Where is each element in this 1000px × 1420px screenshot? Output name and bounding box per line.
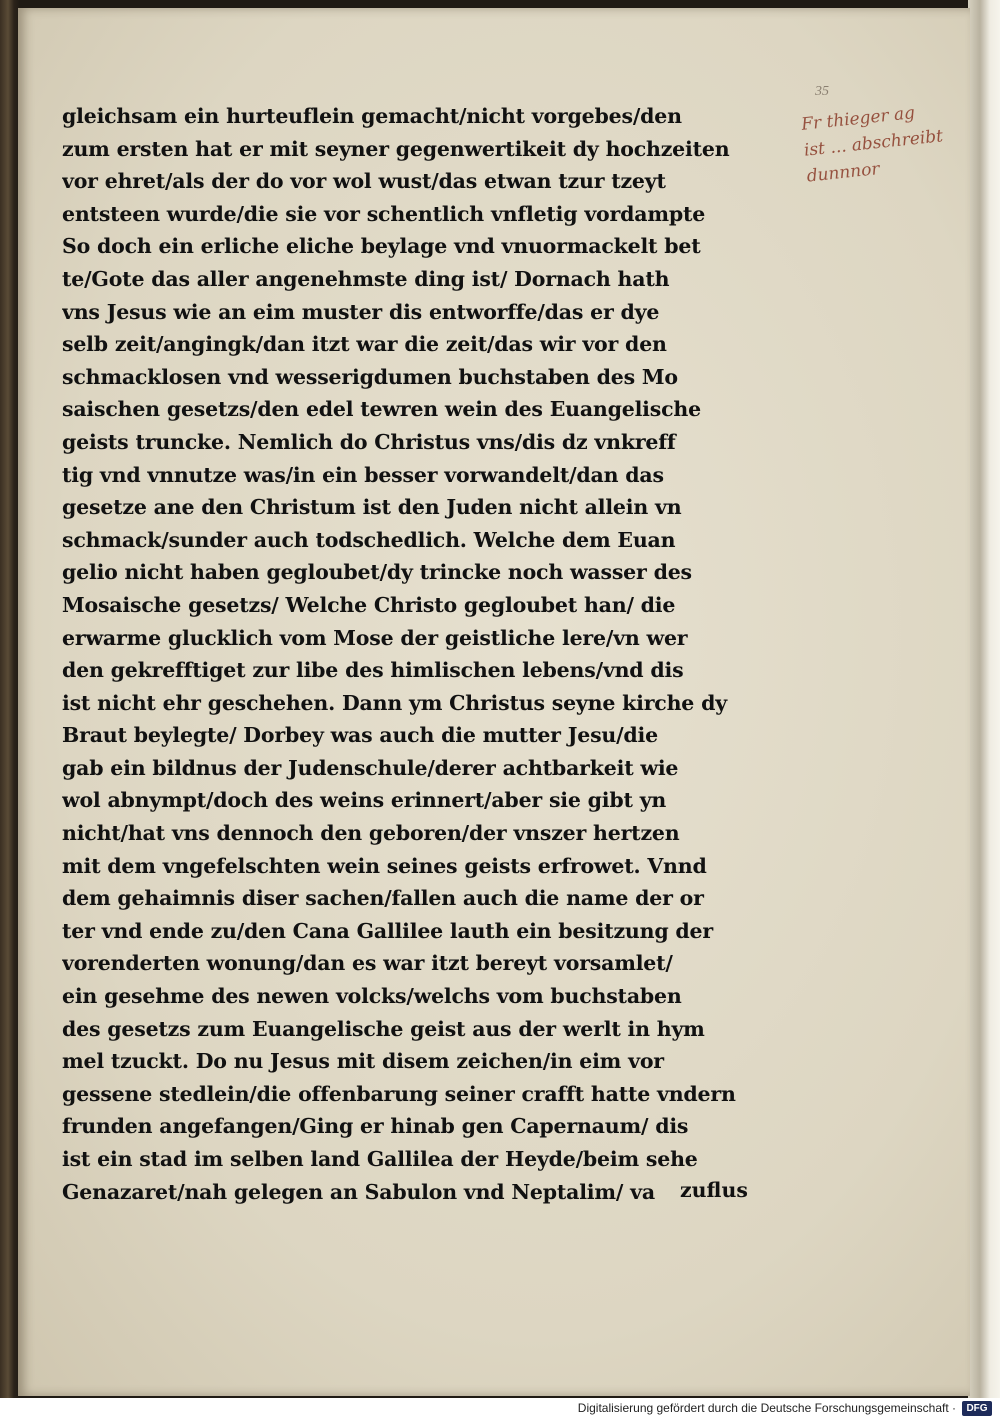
text-line: Braut beylegte/ Dorbey was auch die mutter Jesu/die [62, 723, 658, 748]
text-line: ist nicht ehr geschehen. Dann ym Christus seyne kirche dy [62, 690, 727, 715]
text-line: erwarme glucklich vom Mose der geistliche lere/vn wer [62, 625, 688, 650]
funding-notice: Digitalisierung gefördert durch die Deutsche Forschungsgemeinschaft · [577, 1401, 956, 1415]
text-line: vns Jesus wie an eim muster dis entworffe/das er dye [62, 299, 660, 324]
marginalia-line: ist ... abschreibt [803, 126, 944, 161]
text-line: So doch ein erliche eliche beylage vnd vnuormackelt bet [62, 234, 701, 259]
marginalia-line: Fr thieger ag [800, 103, 916, 135]
text-line: ein gesehme des newen volcks/welchs vom buchstaben [62, 984, 682, 1009]
text-line: schmack/sunder auch todschedlich. Welche dem Euan [62, 527, 676, 552]
footer-bar [0, 1398, 1000, 1420]
catchword: zuflus [680, 1178, 748, 1202]
marginalia-line: dunnnor [805, 159, 881, 187]
text-line: wol abnympt/doch des weins erinnert/aber sie gibt yn [62, 788, 667, 813]
printed-text-block [62, 100, 792, 1208]
text-line: mel tzuckt. Do nu Jesus mit disem zeichen/in eim vor [62, 1049, 664, 1074]
text-line: ter vnd ende zu/den Cana Gallilee lauth ein besitzung der [62, 918, 713, 943]
text-line: ist ein stad im selben land Gallilea der Heyde/beim sehe [62, 1147, 698, 1171]
text-line: vorenderten wonung/dan es war itzt bereyt vorsamlet/ [62, 951, 673, 976]
text-line: gleichsam ein hurteuflein gemacht/nicht vorgebes/den [62, 104, 682, 128]
text-line: geists truncke. Nemlich do Christus vns/dis dz vnkreff [62, 429, 676, 454]
text-line: entsteen wurde/die sie vor schentlich vnfletig vordampte [62, 201, 706, 226]
text-line: Mosaische gesetzs/ Welche Christo gegloubet han/ die [62, 592, 676, 617]
text-line: nicht/hat vns dennoch den geboren/der vnszer hertzen [62, 821, 680, 846]
text-line: dem gehaimnis diser sachen/fallen auch die name der or [62, 886, 704, 911]
text-line: zum ersten hat er mit seyner gegenwertikeit dy hochzeiten [62, 136, 730, 161]
text-line: vor ehret/als der do vor wol wust/das etwan tzur tzeyt [62, 169, 666, 194]
text-line: gessene stedlein/die offenbarung seiner crafft hatte vndern [62, 1081, 736, 1106]
text-line: des gesetzs zum Euangelische geist aus der werlt in hym [62, 1016, 705, 1041]
text-line: schmacklosen vnd wesserigdumen buchstaben des Mo [62, 364, 678, 389]
text-line: tig vnd vnnutze was/in ein besser vorwandelt/dan das [62, 462, 664, 487]
folio-number: 35 [815, 84, 829, 99]
text-line: frunden angefangen/Ging er hinab gen Capernaum/ dis [62, 1114, 689, 1139]
text-line: gelio nicht haben gegloubet/dy trincke noch wasser des [62, 560, 692, 585]
text-line: selb zeit/angingk/dan itzt war die zeit/das wir vor den [62, 332, 667, 357]
text-line: gab ein bildnus der Judenschule/derer achtbarkeit wie [62, 755, 679, 780]
text-line: Genazaret/nah gelegen an Sabulon vnd Neptalim/ va [62, 1179, 655, 1204]
dfg-logo: DFG [962, 1401, 992, 1416]
text-line: mit dem vngefelschten wein seines geists erfrowet. Vnnd [62, 853, 707, 878]
text-line: den gekrefftiget zur libe des himlischen lebens/vnd dis [62, 658, 684, 683]
text-line: saischen gesetzs/den edel tewren wein des Euangelische [62, 397, 701, 422]
text-line: gesetze ane den Christum ist den Juden nicht allein vn [62, 495, 682, 520]
page-edge [968, 0, 1000, 1398]
text-line: te/Gote das aller angenehmste ding ist/ Dornach hath [62, 266, 670, 291]
